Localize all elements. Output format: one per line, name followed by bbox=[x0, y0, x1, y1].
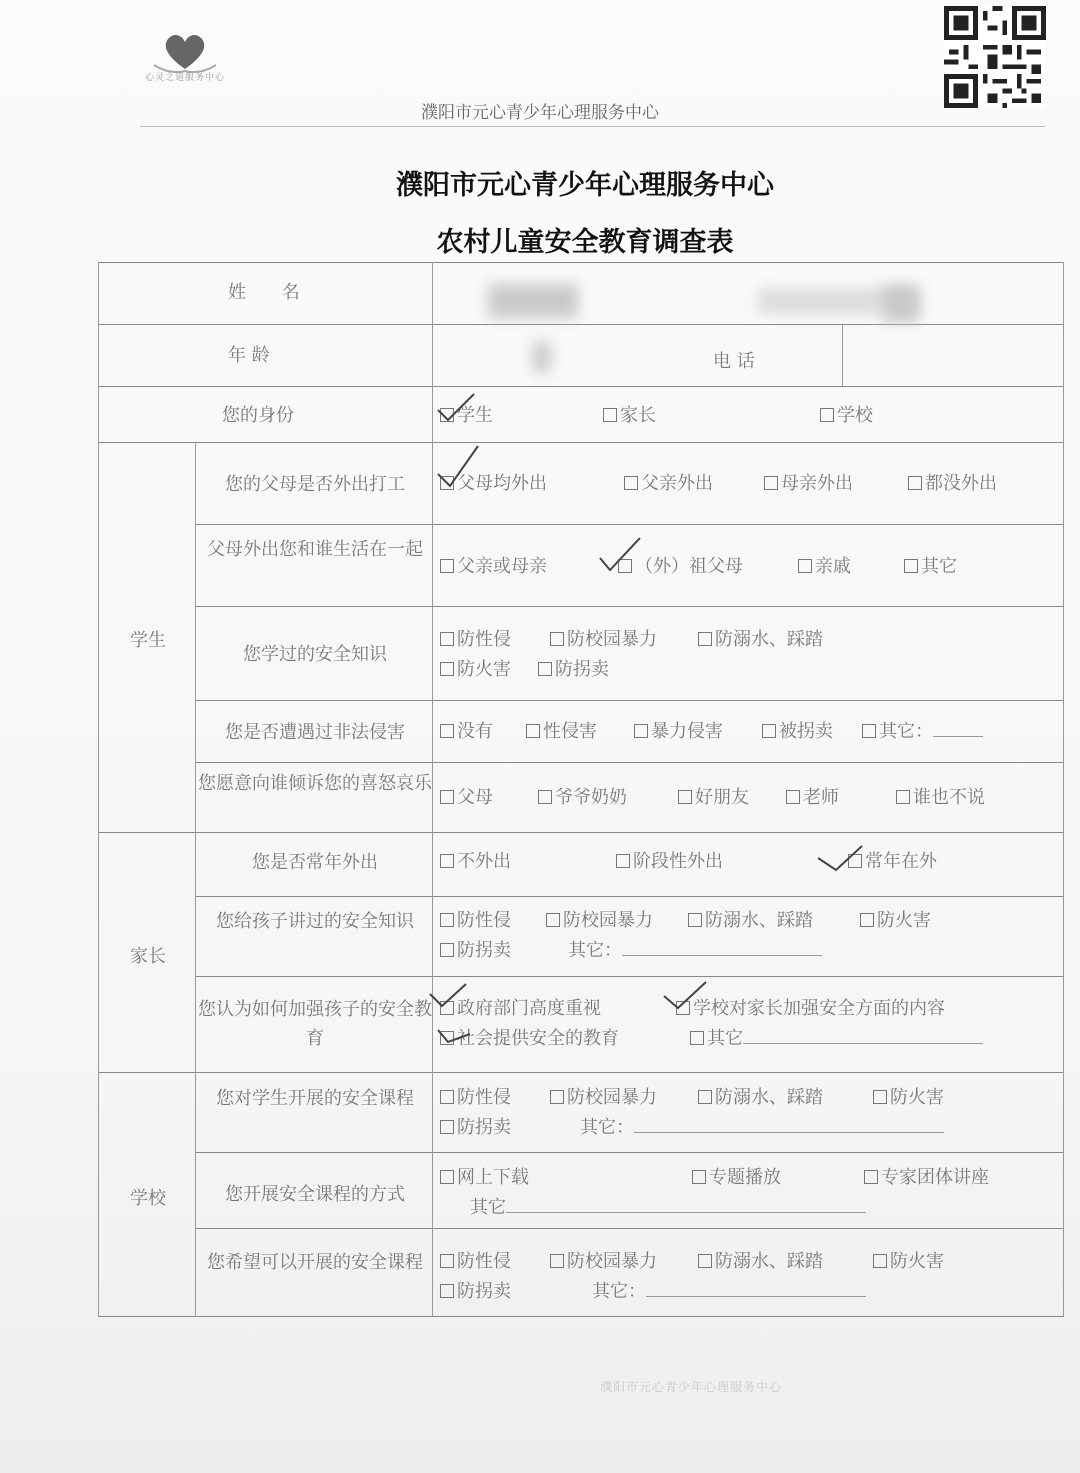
question-safety-knowledge: 您学过的安全知识 bbox=[243, 644, 387, 665]
answer-option[interactable]: 专家团体讲座 bbox=[864, 1164, 989, 1192]
answer-option[interactable]: 防火害 bbox=[873, 1248, 944, 1276]
answer-option[interactable]: 防校园暴力 bbox=[550, 626, 657, 654]
answer-option[interactable]: 父亲外出 bbox=[624, 470, 713, 498]
answer-option[interactable]: 好朋友 bbox=[678, 784, 749, 812]
answer-option[interactable]: 父母 bbox=[440, 784, 493, 812]
question-course-method: 您开展安全课程的方式 bbox=[225, 1184, 405, 1205]
answer-option[interactable]: 父亲或母亲 bbox=[440, 553, 547, 581]
phone-label: 电 话 bbox=[713, 351, 755, 372]
table-line bbox=[98, 324, 1063, 325]
answer-option[interactable]: 谁也不说 bbox=[896, 784, 985, 812]
table-line bbox=[98, 832, 1063, 833]
answer-option[interactable]: 被拐卖 bbox=[762, 718, 833, 746]
answer-option[interactable]: 防拐卖 bbox=[440, 1114, 511, 1142]
answer-option[interactable]: 网上下载 bbox=[440, 1164, 529, 1192]
question-parents-work: 您的父母是否外出打工 bbox=[225, 474, 405, 495]
question-live-with: 父母外出您和谁生活在一起 bbox=[207, 539, 423, 560]
answer-option-other[interactable]: 其它： bbox=[568, 937, 822, 965]
checkmark-icon bbox=[426, 980, 470, 1014]
answer-option[interactable]: 防校园暴力 bbox=[550, 1084, 657, 1112]
answer-option[interactable]: （外）祖父母 bbox=[618, 553, 743, 581]
redacted-field bbox=[883, 286, 919, 322]
answer-option[interactable]: 其它 bbox=[904, 553, 957, 581]
group-label-student: 学生 bbox=[130, 630, 166, 651]
redacted-name bbox=[488, 284, 578, 318]
answer-option[interactable]: 其它： bbox=[862, 718, 983, 746]
table-line bbox=[195, 700, 1063, 701]
footer-watermark: 濮阳市元心青少年心理服务中心 bbox=[600, 1380, 783, 1394]
answer-option[interactable]: 防性侵 bbox=[440, 1084, 511, 1112]
checkmark-icon bbox=[434, 442, 484, 492]
answer-option[interactable]: 防溺水、踩踏 bbox=[698, 1248, 823, 1276]
answer-option[interactable]: 防性侵 bbox=[440, 1248, 511, 1276]
table-line bbox=[432, 262, 433, 1317]
answer-option[interactable]: 防火害 bbox=[873, 1084, 944, 1112]
table-border-top bbox=[98, 262, 1063, 263]
question-strengthen-education: 您认为如何加强孩子的安全教育 bbox=[198, 999, 432, 1049]
survey-table bbox=[98, 262, 1063, 1318]
answer-option[interactable]: 阶段性外出 bbox=[616, 848, 723, 876]
checkmark-icon bbox=[660, 978, 710, 1016]
answer-option[interactable]: 学校对家长加强安全方面的内容 bbox=[676, 995, 945, 1023]
table-line bbox=[195, 606, 1063, 607]
question-work-away: 您是否常年外出 bbox=[252, 852, 378, 873]
question-illegal-harm: 您是否遭遇过非法侵害 bbox=[225, 722, 405, 743]
checkbox[interactable] bbox=[603, 408, 617, 422]
table-line bbox=[98, 442, 1063, 443]
table-line bbox=[195, 1152, 1063, 1153]
table-line bbox=[195, 976, 1063, 977]
answer-option[interactable]: 防性侵 bbox=[440, 907, 511, 935]
answer-option[interactable]: 防校园暴力 bbox=[550, 1248, 657, 1276]
redacted-age bbox=[533, 342, 551, 372]
answer-option[interactable]: 都没外出 bbox=[908, 470, 997, 498]
answer-option[interactable]: 父母均外出 bbox=[440, 470, 547, 498]
age-label: 年 龄 bbox=[228, 345, 270, 366]
answer-option[interactable]: 防拐卖 bbox=[440, 937, 511, 965]
checkbox[interactable] bbox=[820, 408, 834, 422]
table-line bbox=[195, 524, 1063, 525]
answer-option[interactable]: 爷爷奶奶 bbox=[538, 784, 627, 812]
answer-option[interactable]: 防溺水、踩踏 bbox=[698, 626, 823, 654]
answer-option[interactable]: 母亲外出 bbox=[764, 470, 853, 498]
logo-text: 心灵之道服务中心 bbox=[144, 73, 225, 83]
question-taught-safety: 您给孩子讲过的安全知识 bbox=[216, 911, 414, 932]
table-line bbox=[842, 324, 843, 386]
answer-option[interactable]: 防校园暴力 bbox=[546, 907, 653, 935]
answer-option[interactable]: 防火害 bbox=[860, 907, 931, 935]
page-title: 濮阳市元心青少年心理服务中心 bbox=[396, 170, 774, 201]
answer-option[interactable]: 社会提供安全的教育 bbox=[440, 1025, 619, 1053]
table-line bbox=[195, 442, 196, 1317]
table-border-left bbox=[98, 262, 99, 1317]
table-line bbox=[98, 386, 1063, 387]
identity-option-student[interactable]: 学生 bbox=[440, 402, 493, 430]
answer-option[interactable]: 常年在外 bbox=[848, 848, 937, 876]
page-subtitle: 农村儿童安全教育调查表 bbox=[436, 227, 734, 258]
checkmark-icon bbox=[596, 534, 644, 578]
table-line bbox=[195, 896, 1063, 897]
checkmark-icon bbox=[434, 1022, 474, 1048]
answer-option[interactable]: 防性侵 bbox=[440, 626, 511, 654]
answer-option[interactable]: 防拐卖 bbox=[538, 656, 609, 684]
question-confide: 您愿意向谁倾诉您的喜怒哀乐 bbox=[198, 773, 432, 794]
answer-option[interactable]: 没有 bbox=[440, 718, 493, 746]
answer-option[interactable]: 亲戚 bbox=[798, 553, 851, 581]
group-label-parent: 家长 bbox=[130, 946, 166, 967]
group-label-school: 学校 bbox=[130, 1188, 166, 1209]
checkmark-icon bbox=[434, 390, 478, 426]
answer-option[interactable]: 其它 bbox=[690, 1025, 983, 1053]
table-line bbox=[195, 1228, 1063, 1229]
identity-option-school[interactable]: 学校 bbox=[820, 402, 873, 430]
question-desired-courses: 您希望可以开展的安全课程 bbox=[207, 1252, 423, 1273]
answer-option[interactable]: 老师 bbox=[786, 784, 839, 812]
question-courses-held: 您对学生开展的安全课程 bbox=[216, 1088, 414, 1109]
table-border-right bbox=[1063, 262, 1064, 1317]
answer-option-other[interactable]: 其它： bbox=[580, 1114, 944, 1142]
header-divider bbox=[140, 126, 1045, 127]
qr-code-icon bbox=[944, 6, 1046, 108]
checkmark-icon bbox=[814, 842, 866, 876]
answer-option[interactable]: 不外出 bbox=[440, 848, 511, 876]
answer-option[interactable]: 防溺水、踩踏 bbox=[688, 907, 813, 935]
answer-option-other[interactable]: 其它 bbox=[470, 1194, 866, 1222]
answer-option[interactable]: 防溺水、踩踏 bbox=[698, 1084, 823, 1112]
name-label: 姓 名 bbox=[228, 282, 300, 303]
answer-option[interactable]: 专题播放 bbox=[692, 1164, 781, 1192]
table-border-bottom bbox=[98, 1316, 1063, 1317]
answer-option[interactable]: 政府部门高度重视 bbox=[440, 995, 601, 1023]
table-line bbox=[195, 762, 1063, 763]
answer-option[interactable]: 防拐卖 bbox=[440, 1278, 511, 1306]
header-subtitle: 濮阳市元心青少年心理服务中心 bbox=[421, 103, 659, 123]
answer-option[interactable]: 性侵害 bbox=[526, 718, 597, 746]
answer-option[interactable]: 暴力侵害 bbox=[634, 718, 723, 746]
identity-label: 您的身份 bbox=[222, 405, 294, 426]
answer-option[interactable]: 防火害 bbox=[440, 656, 511, 684]
identity-option-parent[interactable]: 家长 bbox=[603, 402, 656, 430]
table-line bbox=[98, 1072, 1063, 1073]
answer-option-other[interactable]: 其它： bbox=[592, 1278, 866, 1306]
